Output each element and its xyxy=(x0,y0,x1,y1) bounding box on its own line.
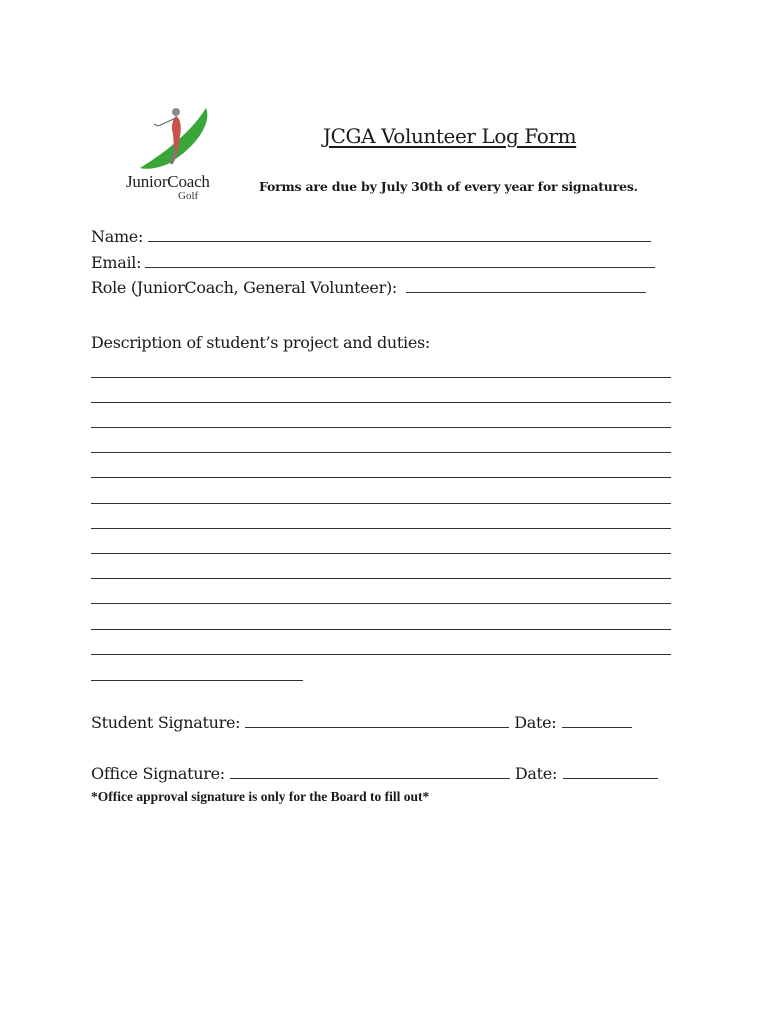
description-line[interactable] xyxy=(91,553,671,554)
name-field xyxy=(91,224,651,246)
description-line-short[interactable] xyxy=(91,680,303,681)
description-line[interactable] xyxy=(91,629,671,630)
office-signature-field xyxy=(91,761,658,783)
description-line[interactable] xyxy=(91,603,671,604)
description-line[interactable] xyxy=(91,452,671,453)
description-line[interactable] xyxy=(91,402,671,403)
student-signature-line[interactable] xyxy=(245,726,509,728)
due-date-note: Forms are due by July 30th of every year for signatures. xyxy=(259,179,638,194)
role-label: Role (JuniorCoach, General Volunteer): xyxy=(91,278,397,297)
description-line[interactable] xyxy=(91,377,671,378)
description-line[interactable] xyxy=(91,503,671,504)
juniorcoach-golf-logo xyxy=(118,100,238,210)
office-signature-line[interactable] xyxy=(230,777,510,779)
student-signature-label: Student Signature: xyxy=(91,713,241,732)
email-label: Email: xyxy=(91,253,142,272)
description-label: Description of student’s project and duties: xyxy=(91,333,431,352)
name-label: Name: xyxy=(91,227,144,246)
student-signature-field xyxy=(91,710,632,732)
email-input-line[interactable] xyxy=(145,266,655,268)
description-line[interactable] xyxy=(91,528,671,529)
golfer-swoosh-icon xyxy=(136,102,216,174)
office-signature-label: Office Signature: xyxy=(91,764,225,783)
email-field xyxy=(91,250,655,272)
role-field xyxy=(91,275,646,297)
description-line[interactable] xyxy=(91,654,671,655)
student-date-line[interactable] xyxy=(562,726,632,728)
office-date-line[interactable] xyxy=(563,777,658,779)
office-approval-note: *Office approval signature is only for the Board to fill out* xyxy=(91,789,430,804)
logo-subtitle: Golf xyxy=(178,190,199,202)
role-input-line[interactable] xyxy=(406,291,646,293)
description-line[interactable] xyxy=(91,427,671,428)
office-date-label: Date: xyxy=(514,764,558,783)
logo-name: JuniorCoach xyxy=(126,172,210,191)
description-line[interactable] xyxy=(91,578,671,579)
form-title: JCGA Volunteer Log Form xyxy=(323,124,577,148)
name-input-line[interactable] xyxy=(148,240,651,242)
description-line[interactable] xyxy=(91,477,671,478)
student-date-label: Date: xyxy=(514,713,557,732)
